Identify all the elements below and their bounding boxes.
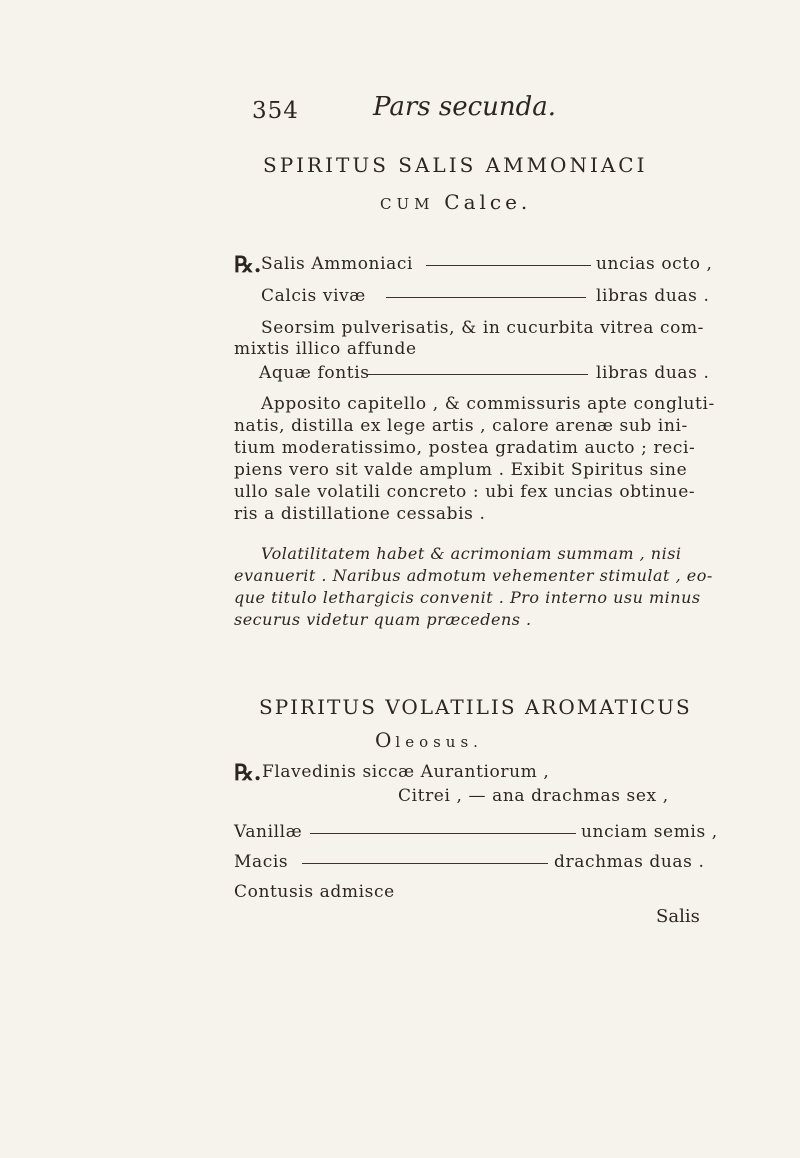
catchword: Salis [656,906,700,927]
ingredient-quantity: libras duas . [596,286,710,306]
italic-line: securus videtur quam præcedens . [234,610,532,629]
ingredient-quantity: uncias octo , [596,254,713,274]
recipe-symbol: ℞. [234,252,262,278]
running-title: Pars secunda. [373,92,557,122]
ingredient-name: Calcis vivæ [261,286,366,306]
section1-subtitle [380,190,531,214]
text-line: Contusis admisce [234,882,395,902]
text-line: Seorsim pulverisatis, & in cucurbita vitrea com- [261,318,705,338]
ingredient-name: Aquæ fontis [259,363,370,383]
italic-line: Volatilitatem habet & acrimoniam summam , nisi [261,544,682,563]
text-line: natis, distilla ex lege artis , calore arenæ sub ini- [234,416,688,436]
dash-leader [426,265,591,266]
text-line: Apposito capitello , & commissuris apte congluti- [261,394,715,414]
text-line: Citrei , — ana drachmas sex , [398,786,669,806]
dash-leader [366,374,588,375]
section2-subtitle-rest: leosus. [395,733,483,751]
text-line: tium moderatissimo, postea gradatim aucto ; reci- [234,438,696,458]
section1-subtitle-word: Calce. [444,190,532,214]
ingredient-quantity: unciam semis , [581,822,718,842]
page-number: 354 [252,98,299,124]
text-line: Flavedinis siccæ Aurantiorum , [262,762,550,782]
ingredient-name: Vanillæ [234,822,303,842]
dash-leader [386,297,586,298]
italic-line: evanuerit . Naribus admotum vehementer stimulat , eo- [234,566,713,585]
section2-title: SPIRITUS VOLATILIS AROMATICUS [259,695,692,719]
section2-subtitle [375,728,483,752]
text-line: piens vero sit valde amplum . Exibit Spiritus sine [234,460,688,480]
dash-leader [302,863,548,864]
text-line: ullo sale volatili concreto : ubi fex uncias obtinue- [234,482,696,502]
ingredient-name: Salis Ammoniaci [261,254,414,274]
section1-title: SPIRITUS SALIS AMMONIACI [263,153,648,177]
ingredient-quantity: libras duas . [596,363,710,383]
text-line: mixtis illico affunde [234,339,417,359]
recipe-symbol: ℞. [234,760,262,786]
section1-subtitle-prefix: CUM [380,195,435,213]
dash-leader [310,833,576,834]
section2-subtitle-initial: O [375,728,396,752]
text-line: ris a distillatione cessabis . [234,504,486,524]
ingredient-name: Macis [234,852,289,872]
ingredient-quantity: drachmas duas . [554,852,705,872]
italic-line: que titulo lethargicis convenit . Pro interno usu minus [234,588,701,607]
